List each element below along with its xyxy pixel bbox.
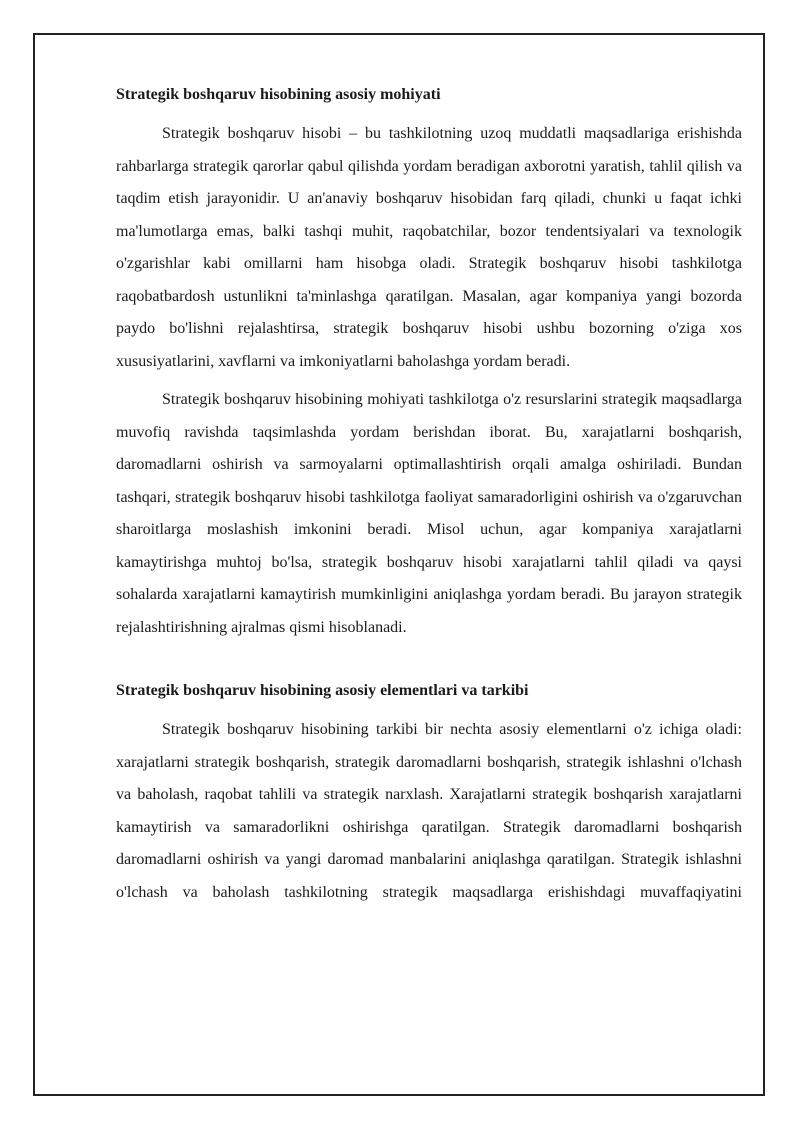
section-heading-mohiyati: Strategik boshqaruv hisobining asosiy mohiyati [116,86,441,103]
paragraph-structure: Strategik boshqaruv hisobining tarkibi bir nechta asosiy elementlarni o'z ichiga oladi: xarajatlarni strategik boshqarish, strategik daromadlarni boshqarish, strategik ishlashni o'lchash va baholash, raqobat tahlili va strategik narxlash. Xarajatlarni strategik boshqarish xarajatlarni kamaytirish va samaradorlikni oshirishga qaratilgan. Strategik daromadlarni boshqarish daromadlarni oshirish va yangi daromad manbalarini aniqlashga qaratilgan. Strategik ishlashni o'lchash va baholash tashkilotning strategik maqsadlarga erishishdagi muvaffaqiyatini [116,721,742,901]
paragraph-essence: Strategik boshqaruv hisobining mohiyati tashkilotga o'z resurslarini strategik maqsadlarga muvofiq ravishda taqsimlashda yordam berishdan iborat. Bu, xarajatlarni boshqarish, daromadlarni oshirish va sarmoyalarni optimallashtirish orqali amalga oshiriladi. Bundan tashqari, strategik boshqaruv hisobi tashkilotga faoliyat samaradorligini oshirish va o'zgaruvchan sharoitlarga moslashish imkonini beradi. Misol uchun, agar kompaniya xarajatlarni kamaytirishga muhtoj bo'lsa, strategik boshqaruv hisobi xarajatlarni tahlil qiladi va qaysi sohalarda xarajatlarni kamaytirish mumkinligini aniqlashga yordam beradi. Bu jarayon strategik rejalashtirishning ajralmas qismi hisoblanadi. [116,391,742,636]
section-heading-elementlari: Strategik boshqaruv hisobining asosiy elementlari va tarkibi [116,682,529,699]
paragraph-definition: Strategik boshqaruv hisobi – bu tashkilotning uzoq muddatli maqsadlariga erishishda rahbarlarga strategik qarorlar qabul qilishda yordam beradigan axborotni yaratish, tahlil qilish va taqdim etish jarayonidir. U an'anaviy boshqaruv hisobidan farq qiladi, chunki u faqat ichki ma'lumotlarga emas, balki tashqi muhit, raqobatchilar, bozor tendentsiyalari va texnologik o'zgarishlar kabi omillarni ham hisobga oladi. Strategik boshqaruv hisobi tashkilotga raqobatbardosh ustunlikni ta'minlashga qaratilgan. Masalan, agar kompaniya yangi bozorda paydo bo'lishni rejalashtirsa, strategik boshqaruv hisobi ushbu bozorning o'ziga xos xususiyatlarini, xavflarni va imkoniyatlarni baholashga yordam beradi. [116,125,742,370]
document-body [116,84,742,909]
